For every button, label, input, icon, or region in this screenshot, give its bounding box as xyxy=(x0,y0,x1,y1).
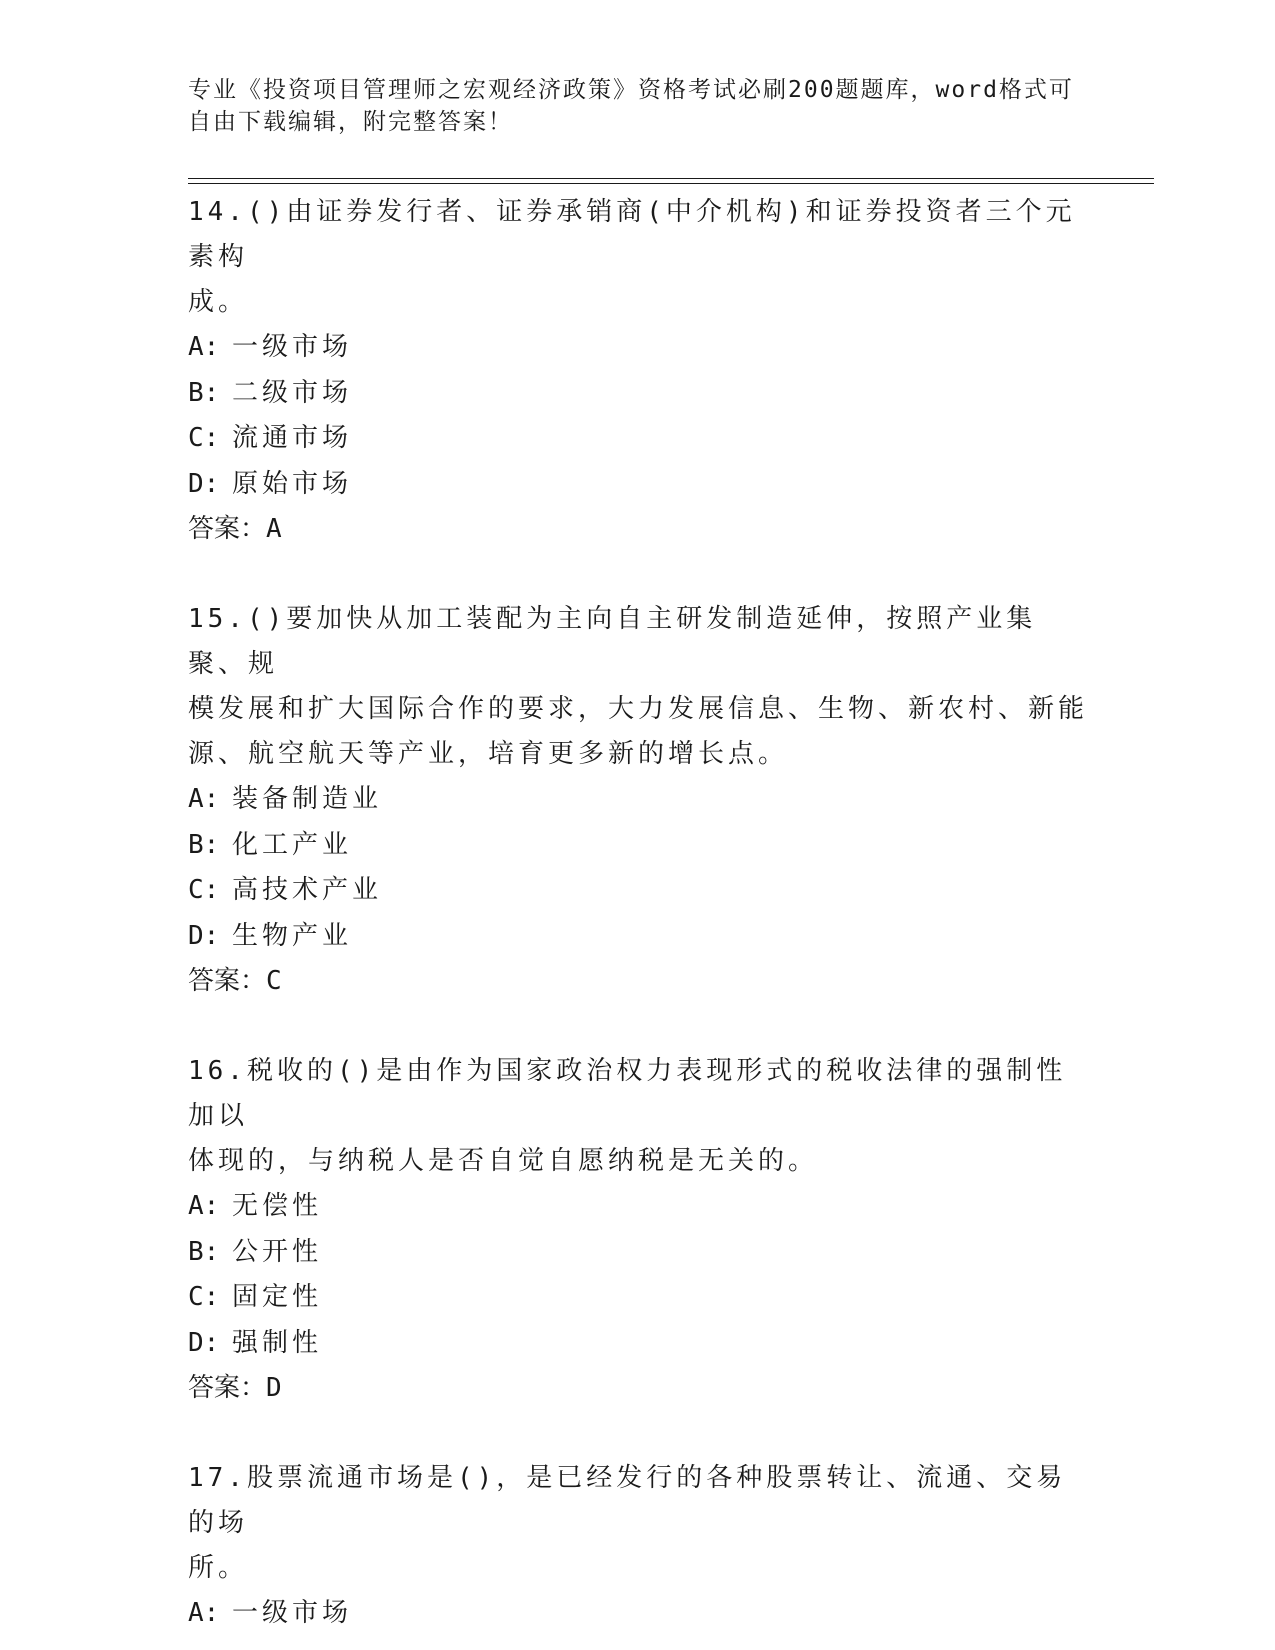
question-16 xyxy=(188,1049,1088,1411)
answer-value: A xyxy=(266,514,282,544)
option-letter: D: xyxy=(188,1327,220,1358)
option-letter: D: xyxy=(188,920,220,951)
option-text: 一级市场 xyxy=(232,332,353,362)
answer-line xyxy=(188,959,1088,1004)
question-stem-line: 15.()要加快从加工装配为主向自主研发制造延伸，按照产业集聚、规 xyxy=(188,604,1037,679)
question-stem-line: 17.股票流通市场是()，是已经发行的各种股票转让、流通、交易的场 xyxy=(188,1463,1067,1538)
option-text: 高技术产业 xyxy=(232,875,383,905)
option-b xyxy=(188,1230,1088,1276)
option-letter: B: xyxy=(188,377,220,408)
header-divider-top xyxy=(188,178,1154,179)
option-text: 一级市场 xyxy=(232,1598,353,1628)
option-text: 装备制造业 xyxy=(232,784,383,814)
question-stem-line: 体现的，与纳税人是否自觉自愿纳税是无关的。 xyxy=(188,1146,819,1176)
option-c xyxy=(188,416,1088,462)
option-a xyxy=(188,325,1088,371)
header-line-2: 自由下载编辑，附完整答案！ xyxy=(188,109,513,135)
option-d xyxy=(188,1321,1088,1367)
option-letter: B: xyxy=(188,1236,220,1267)
option-d xyxy=(188,914,1088,960)
option-d xyxy=(188,462,1088,508)
option-letter: C: xyxy=(188,875,220,905)
question-spacer xyxy=(188,552,1088,597)
question-15 xyxy=(188,597,1088,1004)
header-divider-bottom xyxy=(188,183,1154,184)
answer-label: 答案： xyxy=(188,1373,267,1403)
question-stem-line: 源、航空航天等产业，培育更多新的增长点。 xyxy=(188,739,789,769)
option-letter: A: xyxy=(188,1191,220,1221)
option-text: 无偿性 xyxy=(232,1191,323,1221)
question-stem-line: 模发展和扩大国际合作的要求，大力发展信息、生物、新农村、新能 xyxy=(188,694,1089,724)
answer-value: C xyxy=(266,966,282,996)
answer-label: 答案： xyxy=(188,966,267,996)
question-stem-line: 16.税收的()是由作为国家政治权力表现形式的税收法律的强制性加以 xyxy=(188,1056,1067,1131)
option-text: 生物产业 xyxy=(232,920,353,951)
option-letter: C: xyxy=(188,1282,220,1312)
option-b xyxy=(188,371,1088,417)
question-stem-line: 14.()由证券发行者、证券承销商(中介机构)和证券投资者三个元素构 xyxy=(188,197,1076,272)
option-a xyxy=(188,1184,1088,1230)
option-text: 固定性 xyxy=(232,1282,323,1312)
answer-value: D xyxy=(266,1373,282,1403)
option-text: 流通市场 xyxy=(232,423,353,453)
answer-line xyxy=(188,1366,1088,1411)
option-letter: A: xyxy=(188,784,220,814)
option-c xyxy=(188,1275,1088,1321)
answer-line xyxy=(188,507,1088,552)
option-letter: C: xyxy=(188,423,220,453)
document-header xyxy=(188,74,1088,138)
question-spacer xyxy=(188,1411,1088,1456)
option-c xyxy=(188,868,1088,914)
option-b xyxy=(188,823,1088,869)
question-spacer xyxy=(188,1004,1088,1049)
option-text: 公开性 xyxy=(232,1236,323,1267)
option-letter: A: xyxy=(188,332,220,362)
option-letter: B: xyxy=(188,829,220,860)
option-a xyxy=(188,777,1088,823)
option-text: 强制性 xyxy=(232,1327,323,1358)
option-letter: A: xyxy=(188,1598,220,1628)
question-14 xyxy=(188,190,1088,552)
option-text: 二级市场 xyxy=(232,377,353,408)
question-stem xyxy=(188,1049,1088,1184)
question-stem xyxy=(188,1456,1088,1591)
question-stem xyxy=(188,190,1088,325)
question-17 xyxy=(188,1456,1088,1637)
question-stem-line: 成。 xyxy=(188,287,249,317)
question-stem xyxy=(188,597,1088,777)
answer-label: 答案： xyxy=(188,514,267,544)
option-a xyxy=(188,1591,1088,1637)
header-line-1: 专业《投资项目管理师之宏观经济政策》资格考试必刷200题题库，word格式可 xyxy=(188,77,1074,103)
question-stem-line: 所。 xyxy=(188,1553,249,1583)
option-letter: D: xyxy=(188,468,220,499)
question-list xyxy=(188,190,1088,1637)
option-text: 化工产业 xyxy=(232,829,353,860)
option-text: 原始市场 xyxy=(232,468,353,499)
